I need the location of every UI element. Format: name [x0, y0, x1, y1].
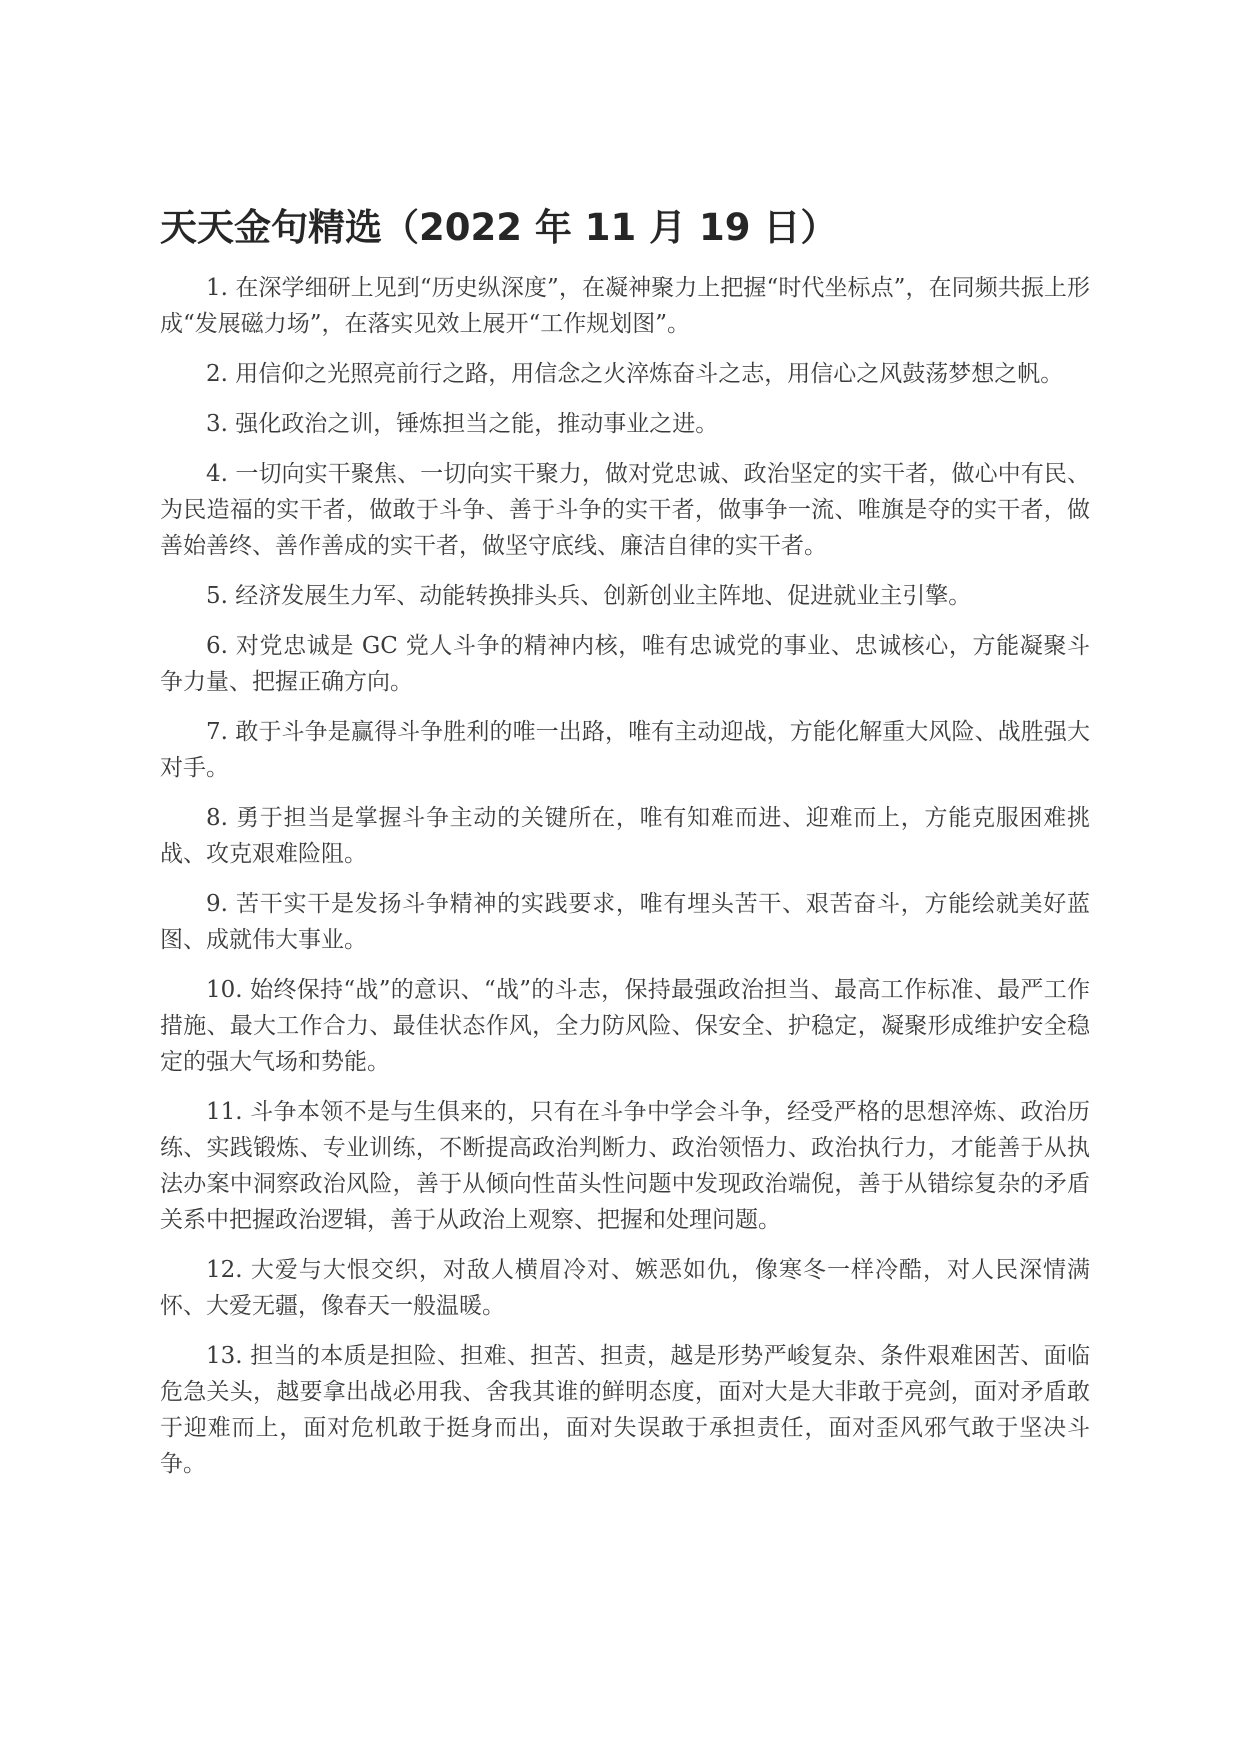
- quote-paragraph-13: 13. 担当的本质是担险、担难、担苦、担责，越是形势严峻复杂、条件艰难困苦、面临危急关头，越要拿出战必用我、舍我其谁的鲜明态度，面对大是大非敢于亮剑，面对矛盾敢于迎难而上，面对危机敢于挺身而出，面对失误敢于承担责任，面对歪风邪气敢于坚决斗争。: [160, 1343, 1090, 1477]
- document-body: [160, 270, 1090, 1496]
- quote-paragraph-10: 10. 始终保持“战”的意识、“战”的斗志，保持最强政治担当、最高工作标准、最严工作措施、最大工作合力、最佳状态作风，全力防风险、保安全、护稳定，凝聚形成维护安全稳定的强大气场和势能。: [160, 977, 1090, 1075]
- quote-paragraph-5: 5. 经济发展生力军、动能转换排头兵、创新创业主阵地、促进就业主引擎。: [206, 583, 972, 609]
- quote-paragraph-12: 12. 大爱与大恨交织，对敌人横眉冷对、嫉恶如仇，像寒冬一样冷酷，对人民深情满怀、大爱无疆，像春天一般温暖。: [160, 1257, 1090, 1319]
- quote-paragraph-7: 7. 敢于斗争是赢得斗争胜利的唯一出路，唯有主动迎战，方能化解重大风险、战胜强大对手。: [160, 719, 1090, 781]
- quote-paragraph-11: 11. 斗争本领不是与生俱来的，只有在斗争中学会斗争，经受严格的思想淬炼、政治历练、实践锻炼、专业训练，不断提高政治判断力、政治领悟力、政治执行力，才能善于从执法办案中洞察政治风险，善于从倾向性苗头性问题中发现政治端倪，善于从错综复杂的矛盾关系中把握政治逻辑，善于从政治上观察、把握和处理问题。: [160, 1099, 1090, 1233]
- quote-paragraph-2: 2. 用信仰之光照亮前行之路，用信念之火淬炼奋斗之志，用信心之风鼓荡梦想之帆。: [206, 361, 1064, 387]
- quote-paragraph-3: 3. 强化政治之训，锤炼担当之能，推动事业之进。: [206, 411, 719, 437]
- quote-paragraph-4: 4. 一切向实干聚焦、一切向实干聚力，做对党忠诚、政治坚定的实干者，做心中有民、为民造福的实干者，做敢于斗争、善于斗争的实干者，做事争一流、唯旗是夺的实干者，做善始善终、善作善成的实干者，做坚守底线、廉洁自律的实干者。: [160, 461, 1090, 559]
- quote-paragraph-6: 6. 对党忠诚是 GC 党人斗争的精神内核，唯有忠诚党的事业、忠诚核心，方能凝聚斗争力量、把握正确方向。: [160, 633, 1090, 695]
- page-title: 天天金句精选（2022 年 11 月 19 日）: [160, 206, 838, 249]
- quote-paragraph-8: 8. 勇于担当是掌握斗争主动的关键所在，唯有知难而进、迎难而上，方能克服困难挑战、攻克艰难险阻。: [160, 805, 1090, 867]
- quote-paragraph-9: 9. 苦干实干是发扬斗争精神的实践要求，唯有埋头苦干、艰苦奋斗，方能绘就美好蓝图、成就伟大事业。: [160, 891, 1090, 953]
- quote-paragraph-1: 1. 在深学细研上见到“历史纵深度”，在凝神聚力上把握“时代坐标点”，在同频共振上形成“发展磁力场”，在落实见效上展开“工作规划图”。: [160, 275, 1090, 337]
